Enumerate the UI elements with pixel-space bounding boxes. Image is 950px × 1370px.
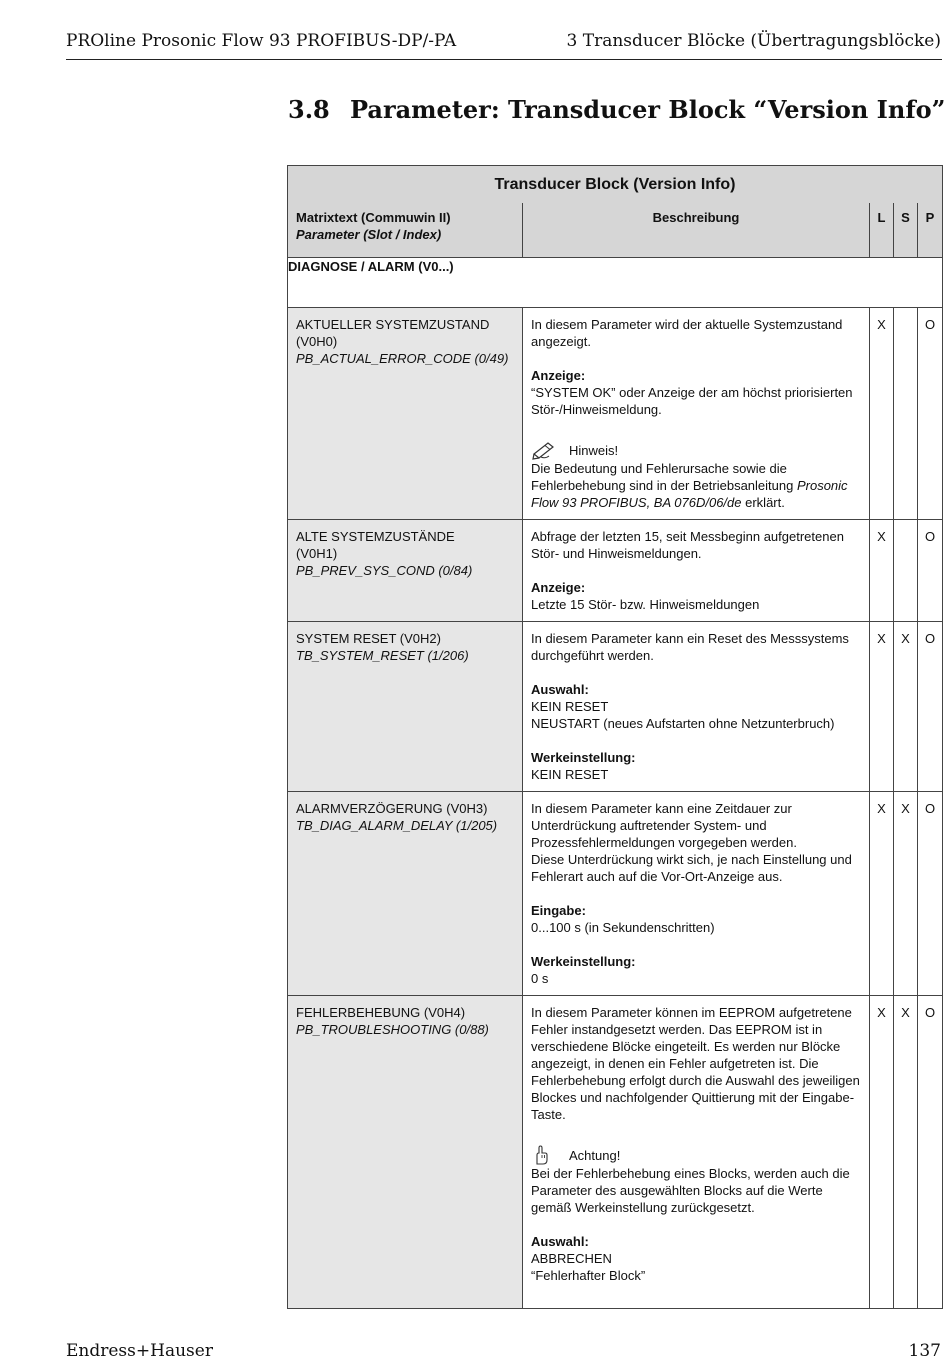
caution-heading xyxy=(531,1145,861,1165)
default-label: Werkeinstellung: xyxy=(531,750,636,765)
flag-s: X xyxy=(894,792,918,996)
description-cell xyxy=(523,792,870,996)
flag-p: O xyxy=(918,308,943,520)
display-label: Anzeige: xyxy=(531,580,586,595)
header-matrix-sub: Parameter (Slot / Index) xyxy=(296,227,442,242)
flag-p: O xyxy=(918,622,943,792)
section-heading: Parameter: Transducer Block “Version Info” xyxy=(350,95,946,124)
selection-option: KEIN RESET xyxy=(531,699,609,714)
pencil-note-icon xyxy=(531,440,559,460)
table-row xyxy=(288,792,943,996)
table-row xyxy=(288,622,943,792)
flag-s: X xyxy=(894,996,918,1309)
page-number: 137 xyxy=(908,1341,941,1361)
table-row xyxy=(288,996,943,1309)
flag-l: X xyxy=(870,996,894,1309)
selection-label: Auswahl: xyxy=(531,682,589,697)
param-id: PB_PREV_SYS_COND (0/84) xyxy=(296,563,473,578)
header-matrix-label: Matrixtext (Commuwin II) xyxy=(296,210,451,225)
description-text: In diesem Parameter können im EEPROM aufgetretene Fehler instandgesetzt werden. Das EEPROM ist in verschiedene Blöcke eingeteilt. Es werden nur Blöcke angezeigt, in denen ein Fehler aufgetreten ist. Die Fehlerbehebung erfolgt durch die Auswahl des jeweiligen Blockes und nachfolgender Quittierung mit der Eingabe-Taste. xyxy=(531,1005,860,1122)
section-title xyxy=(288,95,945,124)
flag-p: O xyxy=(918,996,943,1309)
header-s: S xyxy=(894,203,918,258)
param-id: TB_SYSTEM_RESET (1/206) xyxy=(296,648,469,663)
selection-option: “Fehlerhafter Block” xyxy=(531,1268,646,1283)
param-code: (V0H0) xyxy=(296,334,338,349)
note-heading xyxy=(531,440,861,460)
input-label: Eingabe: xyxy=(531,903,586,918)
description-cell xyxy=(523,622,870,792)
header-description: Beschreibung xyxy=(523,203,870,258)
param-code: (V0H1) xyxy=(296,546,338,561)
flag-l: X xyxy=(870,308,894,520)
display-text: “SYSTEM OK” oder Anzeige der am höchst priorisierten Stör-/Hinweismeldung. xyxy=(531,385,853,417)
param-id: PB_ACTUAL_ERROR_CODE (0/49) xyxy=(296,351,509,366)
default-label: Werkeinstellung: xyxy=(531,954,636,969)
description-text: Diese Unterdrückung wirkt sich, je nach Einstellung und Fehlerart auch auf die Vor-Ort-Anzeige aus. xyxy=(531,852,852,884)
group-heading: DIAGNOSE / ALARM (V0...) xyxy=(288,258,943,308)
flag-l: X xyxy=(870,520,894,622)
note-title: Hinweis! xyxy=(569,442,619,458)
running-header-right: 3 Transducer Blöcke (Übertragungsblöcke) xyxy=(566,31,941,51)
flag-s: X xyxy=(894,622,918,792)
flag-p: O xyxy=(918,792,943,996)
note-text-a: Die Bedeutung und Fehlerursache sowie die Fehlerbehebung sind in der Betriebsanleitung xyxy=(531,461,797,493)
param-name: FEHLERBEHEBUNG (V0H4) xyxy=(296,1005,466,1020)
header-rule xyxy=(66,59,942,60)
param-name: AKTUELLER SYSTEMZUSTAND xyxy=(296,317,490,332)
param-cell xyxy=(288,622,523,792)
param-cell xyxy=(288,996,523,1309)
param-cell xyxy=(288,308,523,520)
input-range: 0...100 s (in Sekundenschritten) xyxy=(531,920,715,935)
pointing-hand-icon xyxy=(531,1145,559,1165)
flag-s xyxy=(894,308,918,520)
param-id: PB_TROUBLESHOOTING (0/88) xyxy=(296,1022,489,1037)
table-row xyxy=(288,308,943,520)
description-cell xyxy=(523,520,870,622)
param-name: ALARMVERZÖGERUNG (V0H3) xyxy=(296,801,488,816)
display-label: Anzeige: xyxy=(531,368,586,383)
description-cell xyxy=(523,996,870,1309)
header-p: P xyxy=(918,203,943,258)
running-header-left: PROline Prosonic Flow 93 PROFIBUS-DP/-PA xyxy=(66,31,457,51)
flag-l: X xyxy=(870,792,894,996)
param-cell xyxy=(288,792,523,996)
default-value: KEIN RESET xyxy=(531,767,609,782)
header-l: L xyxy=(870,203,894,258)
header-matrix xyxy=(288,203,523,258)
param-name: SYSTEM RESET (V0H2) xyxy=(296,631,441,646)
selection-option: NEUSTART (neues Aufstarten ohne Netzunterbruch) xyxy=(531,716,835,731)
description-text: In diesem Parameter kann ein Reset des Messsystems durchgeführt werden. xyxy=(531,631,849,663)
description-text: Abfrage der letzten 15, seit Messbeginn aufgetretenen Stör- und Hinweismeldungen. xyxy=(531,529,844,561)
table-title: Transducer Block (Version Info) xyxy=(288,166,943,204)
param-cell xyxy=(288,520,523,622)
flag-s xyxy=(894,520,918,622)
selection-label: Auswahl: xyxy=(531,1234,589,1249)
note-text-ref: Prosonic Flow 93 PROFIBUS, BA 076D/06/de xyxy=(531,478,848,510)
display-text: Letzte 15 Stör- bzw. Hinweismeldungen xyxy=(531,597,760,612)
flag-p: O xyxy=(918,520,943,622)
default-value: 0 s xyxy=(531,971,549,986)
caution-title: Achtung! xyxy=(569,1147,621,1163)
table-row xyxy=(288,520,943,622)
footer-company: Endress+Hauser xyxy=(66,1341,213,1361)
note-text xyxy=(531,460,861,511)
caution-text: Bei der Fehlerbehebung eines Blocks, werden auch die Parameter des ausgewählten Blocks auf die Werte gemäß Werkeinstellung zurückgesetzt. xyxy=(531,1166,850,1215)
flag-l: X xyxy=(870,622,894,792)
note-text-c: erklärt. xyxy=(741,495,785,510)
description-text: In diesem Parameter wird der aktuelle Systemzustand angezeigt. xyxy=(531,317,843,349)
table-header-row xyxy=(288,203,943,258)
param-id: TB_DIAG_ALARM_DELAY (1/205) xyxy=(296,818,498,833)
param-name: ALTE SYSTEMZUSTÄNDE xyxy=(296,529,455,544)
description-cell xyxy=(523,308,870,520)
selection-option: ABBRECHEN xyxy=(531,1251,612,1266)
parameter-table xyxy=(287,165,943,1309)
section-number: 3.8 xyxy=(288,95,330,124)
description-text: In diesem Parameter kann eine Zeitdauer zur Unterdrückung auftretender System- und Prozessfehlermeldungen vorgegeben werden. xyxy=(531,801,797,850)
